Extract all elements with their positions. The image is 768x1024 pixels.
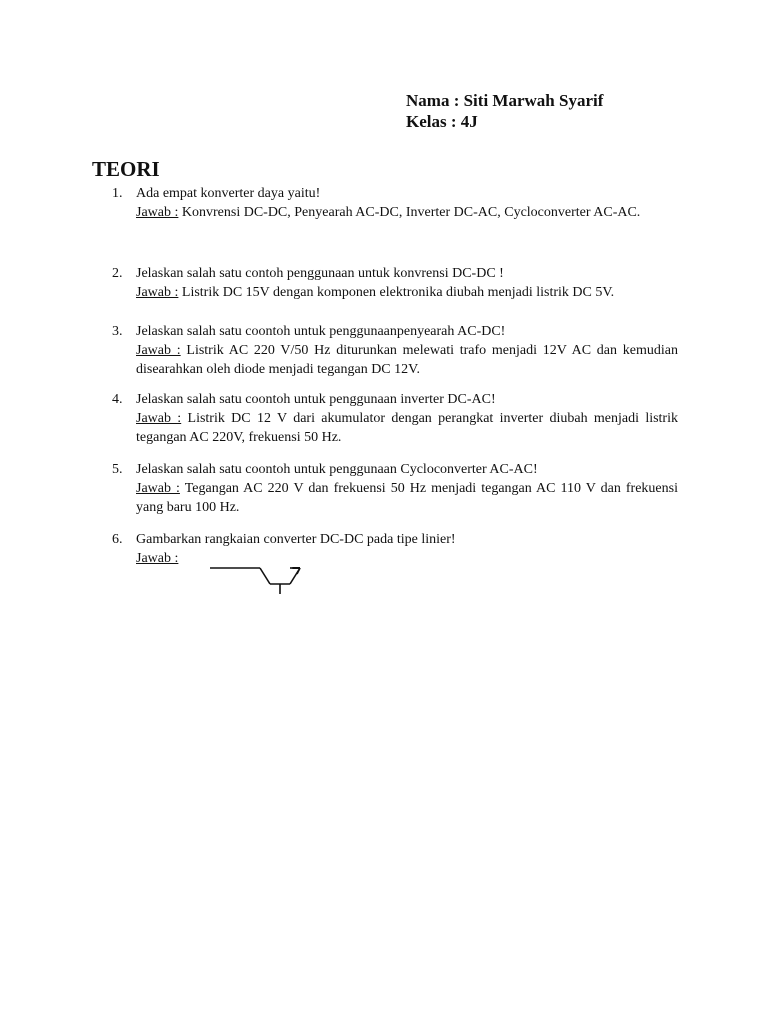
question-1 [112,184,678,222]
answer [136,341,678,379]
student-header [406,90,603,132]
question-text: Gambarkan rangkaian converter DC-DC pada tipe linier! [136,532,456,547]
answer-label: Jawab : [136,343,181,358]
question-number: 2. [112,266,123,281]
answer-label: Jawab : [136,481,180,496]
question-3 [112,322,678,379]
answer [136,409,678,447]
question-number: 4. [112,392,123,407]
answer [136,203,678,222]
student-class: Kelas : 4J [406,112,478,131]
answer-text: Listrik AC 220 V/50 Hz diturunkan melewati trafo menjadi 12V AC dan kemudian disearahkan oleh diode menjadi tegangan DC 12V. [136,343,678,377]
question-text: Jelaskan salah satu contoh penggunaan untuk konvrensi DC-DC ! [136,266,504,281]
answer-label: Jawab : [136,205,179,220]
question-number: 6. [112,532,123,547]
answer-text: Listrik DC 15V dengan komponen elektronika diubah menjadi listrik DC 5V. [178,285,615,300]
answer-label: Jawab : [136,551,179,566]
answer-label: Jawab : [136,285,179,300]
answer-text: Tegangan AC 220 V dan frekuensi 50 Hz menjadi tegangan AC 110 V dan frekuensi yang baru 100 Hz. [136,481,678,515]
question-text: Jelaskan salah satu coontoh untuk penggunaan Cycloconverter AC-AC! [136,462,538,477]
answer [136,479,678,517]
question-text: Ada empat konverter daya yaitu! [136,186,321,201]
answer [136,283,678,302]
section-title: TEORI [92,157,160,181]
question-text: Jelaskan salah satu coontoh untuk penggunaanpenyearah AC-DC! [136,324,506,339]
question-4 [112,390,678,447]
student-name: Nama : Siti Marwah Syarif [406,91,604,110]
question-5 [112,460,678,517]
answer-text: Listrik DC 12 V dari akumulator dengan perangkat inverter diubah menjadi listrik tegangan AC 220V, frekuensi 50 Hz. [136,411,678,445]
linear-converter-diagram [175,548,495,672]
question-2 [112,264,678,302]
question-text: Jelaskan salah satu coontoh untuk penggunaan inverter DC-AC! [136,392,496,407]
question-number: 3. [112,324,123,339]
question-number: 5. [112,462,123,477]
question-number: 1. [112,186,123,201]
answer-label: Jawab : [136,411,182,426]
answer-text: Konvrensi DC-DC, Penyearah AC-DC, Inverter DC-AC, Cycloconverter AC-AC. [178,205,641,220]
